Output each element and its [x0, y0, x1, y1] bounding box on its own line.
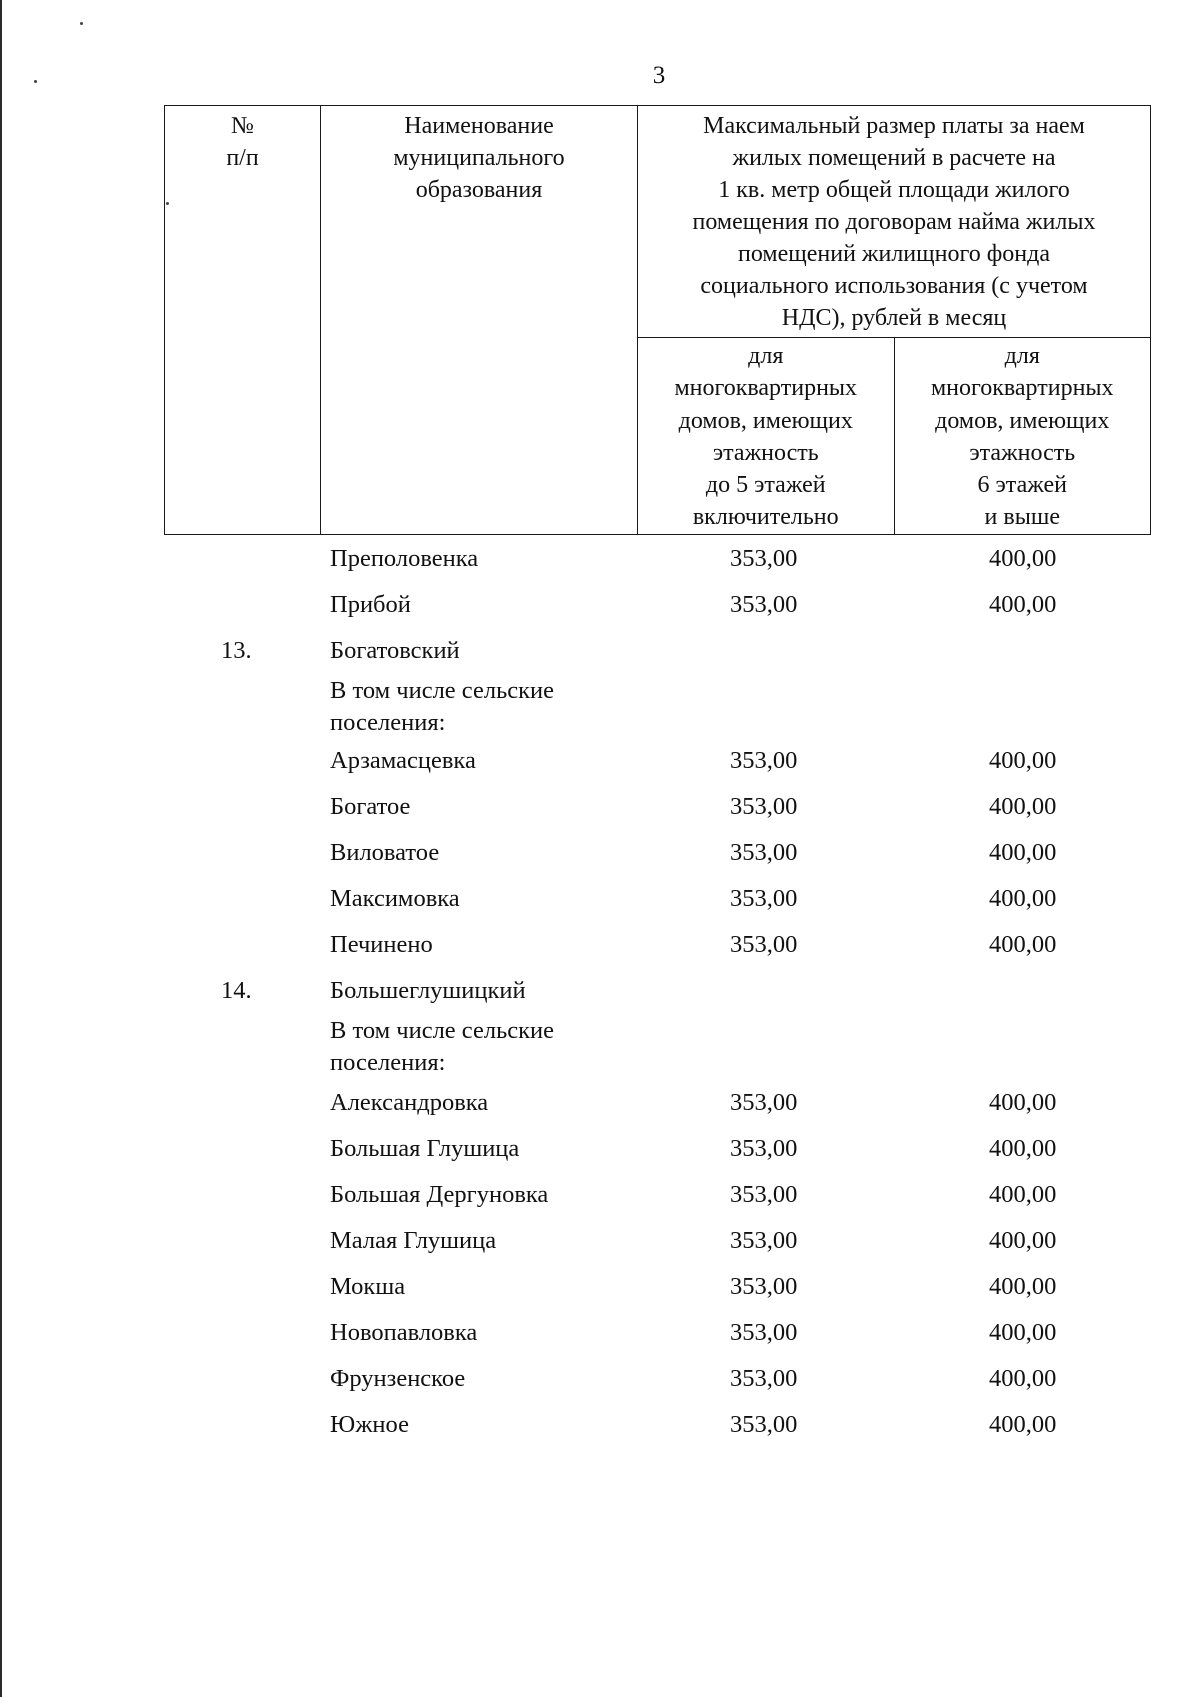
price-low-rise: 353,00 — [730, 1273, 798, 1300]
header-name-label: Наименование муниципального образования — [393, 113, 565, 203]
municipality-name: Фрунзенское — [330, 1365, 466, 1392]
municipality-name: Новопавловка — [330, 1319, 478, 1346]
price-high-rise: 400,00 — [989, 747, 1057, 774]
header-col-low-rise — [638, 338, 895, 535]
price-high-rise: 400,00 — [989, 1181, 1057, 1208]
price-high-rise: 400,00 — [989, 839, 1057, 866]
price-high-rise: 400,00 — [989, 1319, 1057, 1346]
price-high-rise: 400,00 — [989, 1089, 1057, 1116]
municipality-name: Прибой — [330, 591, 411, 618]
price-high-rise: 400,00 — [989, 885, 1057, 912]
price-low-rise: 353,00 — [730, 1411, 798, 1438]
price-low-rise: 353,00 — [730, 545, 798, 572]
price-high-rise: 400,00 — [989, 1135, 1057, 1162]
price-high-rise: 400,00 — [989, 1365, 1057, 1392]
municipality-name: Максимовка — [330, 885, 460, 912]
price-high-rise: 400,00 — [989, 1411, 1057, 1438]
header-high-rise-label: для многоквартирных домов, имеющих этажность 6 этажей и выше — [930, 343, 1114, 531]
price-low-rise: 353,00 — [730, 1135, 798, 1162]
price-low-rise: 353,00 — [730, 1181, 798, 1208]
municipality-name: В том числе сельские поселения: — [330, 1017, 555, 1076]
municipality-name: Большая Глушица — [330, 1135, 520, 1162]
price-high-rise: 400,00 — [989, 545, 1057, 572]
price-low-rise: 353,00 — [730, 885, 798, 912]
municipality-name: Большеглушицкий — [330, 977, 526, 1004]
price-low-rise: 353,00 — [730, 591, 798, 618]
municipality-name: Арзамасцевка — [330, 747, 476, 774]
municipality-name: Печинено — [330, 931, 433, 958]
price-low-rise: 353,00 — [730, 1089, 798, 1116]
municipality-name: Малая Глушица — [330, 1227, 497, 1254]
municipality-name: В том числе сельские поселения: — [330, 677, 555, 736]
municipality-name: Преполовенка — [330, 545, 479, 572]
municipality-name: Большая Дергуновка — [330, 1181, 549, 1208]
price-high-rise: 400,00 — [989, 1227, 1057, 1254]
scan-edge-line — [0, 0, 2, 1697]
price-high-rise: 400,00 — [989, 931, 1057, 958]
header-price-label: Максимальный размер платы за наем жилых помещений в расчете на 1 кв. метр общей площади жилого помещения по договорам найма жилых помещений жилищного фонда социального использования (с учетом НДС), рублей в месяц — [692, 113, 1096, 331]
page-number: 3 — [652, 62, 666, 89]
scan-speck — [80, 22, 83, 25]
municipality-name: Мокша — [330, 1273, 406, 1300]
municipality-name: Богатовский — [330, 637, 460, 664]
header-col-name — [321, 106, 638, 535]
header-low-rise-label: для многоквартирных домов, имеющих этажность до 5 этажей включительно — [674, 343, 858, 531]
price-low-rise: 353,00 — [730, 839, 798, 866]
price-high-rise: 400,00 — [989, 591, 1057, 618]
header-col-price — [638, 106, 1151, 338]
row-number: 14. — [221, 977, 252, 1004]
price-low-rise: 353,00 — [730, 747, 798, 774]
municipality-name: Богатое — [330, 793, 411, 820]
header-number-label: № п/п — [226, 113, 259, 171]
price-low-rise: 353,00 — [730, 931, 798, 958]
row-number: 13. — [221, 637, 252, 664]
price-low-rise: 353,00 — [730, 793, 798, 820]
price-low-rise: 353,00 — [730, 1365, 798, 1392]
price-low-rise: 353,00 — [730, 1319, 798, 1346]
municipality-name: Виловатое — [330, 839, 440, 866]
header-col-number — [165, 106, 321, 535]
header-col-high-rise — [894, 338, 1151, 535]
municipality-name: Южное — [330, 1411, 409, 1438]
price-low-rise: 353,00 — [730, 1227, 798, 1254]
price-high-rise: 400,00 — [989, 793, 1057, 820]
price-high-rise: 400,00 — [989, 1273, 1057, 1300]
municipality-name: Александровка — [330, 1089, 489, 1116]
table-header — [164, 105, 1151, 535]
